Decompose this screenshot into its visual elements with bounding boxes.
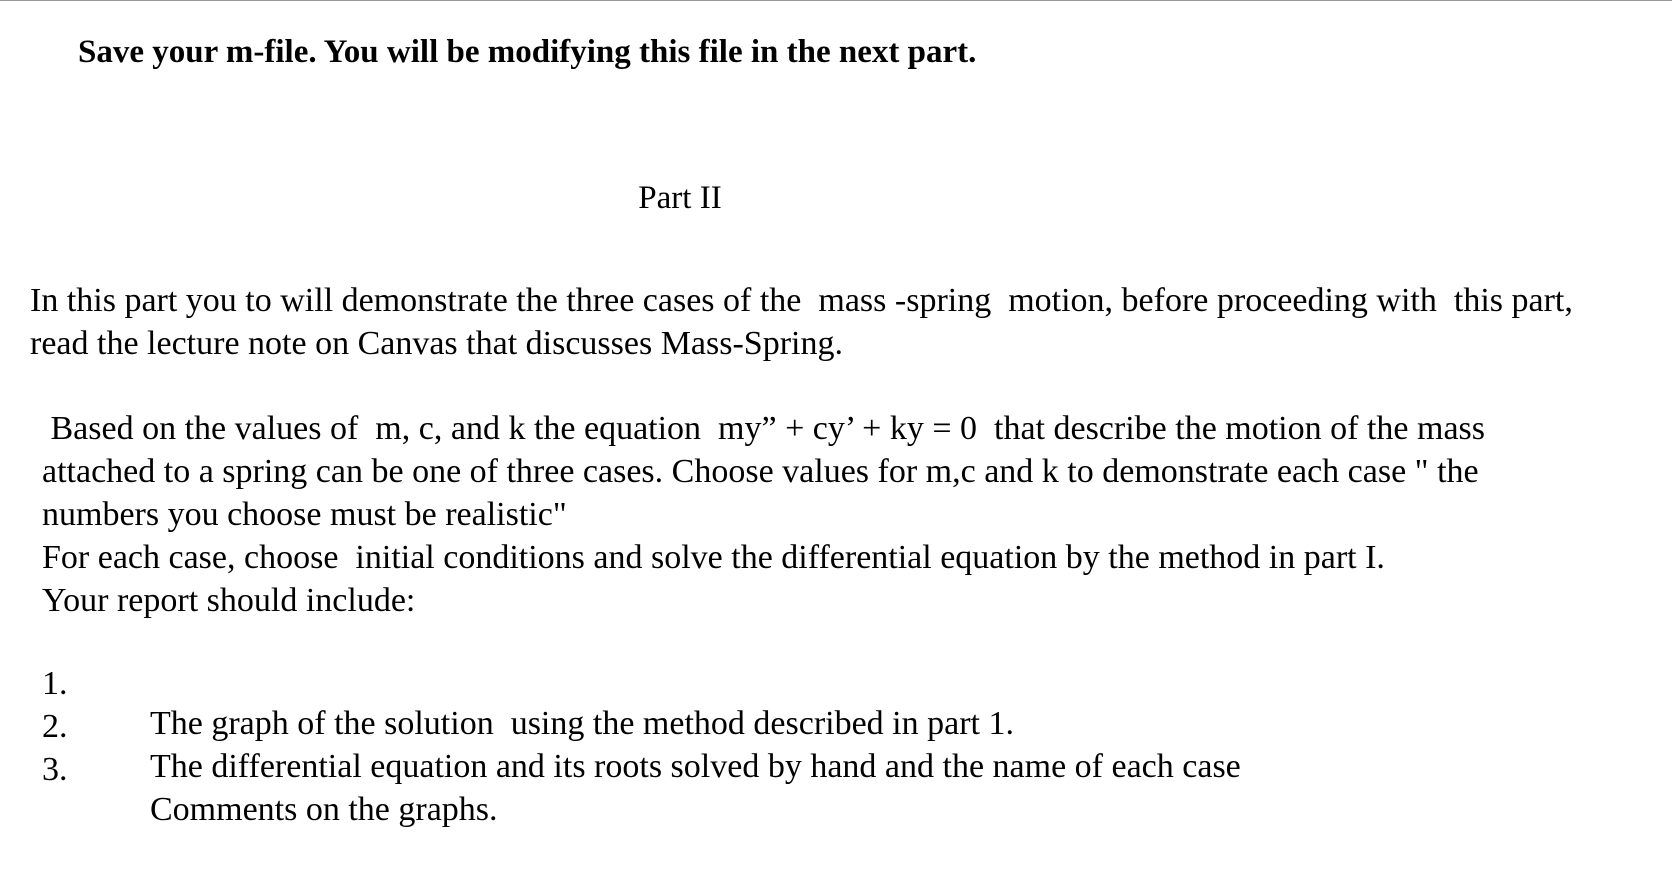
save-note-heading: Save your m-file. You will be modifying this file in the next part. xyxy=(78,34,977,70)
instructions-line-5: Your report should include: xyxy=(42,582,416,619)
part-title: Part II xyxy=(638,180,722,216)
list-item-text: The differential equation and its roots solved by hand and the name of each case xyxy=(150,748,1241,785)
instructions-line-3: numbers you choose must be realistic" xyxy=(42,496,567,533)
list-item-number: 1. xyxy=(42,665,68,702)
intro-line-2: read the lecture note on Canvas that discusses Mass-Spring. xyxy=(30,325,843,362)
list-item xyxy=(0,710,1672,870)
list-item-number: 2. xyxy=(42,708,68,745)
top-divider xyxy=(0,0,1672,1)
list-item-number: 3. xyxy=(42,751,68,788)
intro-line-1: In this part you to will demonstrate the three cases of the mass -spring motion, before proceeding with this part, xyxy=(30,282,1573,319)
instructions-line-1: Based on the values of m, c, and k the equation my” + cy’ + ky = 0 that describe the motion of the mass xyxy=(42,410,1485,447)
instructions-line-4: For each case, choose initial conditions and solve the differential equation by the method in part I. xyxy=(42,539,1385,576)
instructions-line-2: attached to a spring can be one of three cases. Choose values for m,c and k to demonstrate each case " the xyxy=(42,453,1479,490)
list-item-text: Comments on the graphs. xyxy=(150,791,498,828)
list-item-text: The graph of the solution using the method described in part 1. xyxy=(150,705,1014,742)
